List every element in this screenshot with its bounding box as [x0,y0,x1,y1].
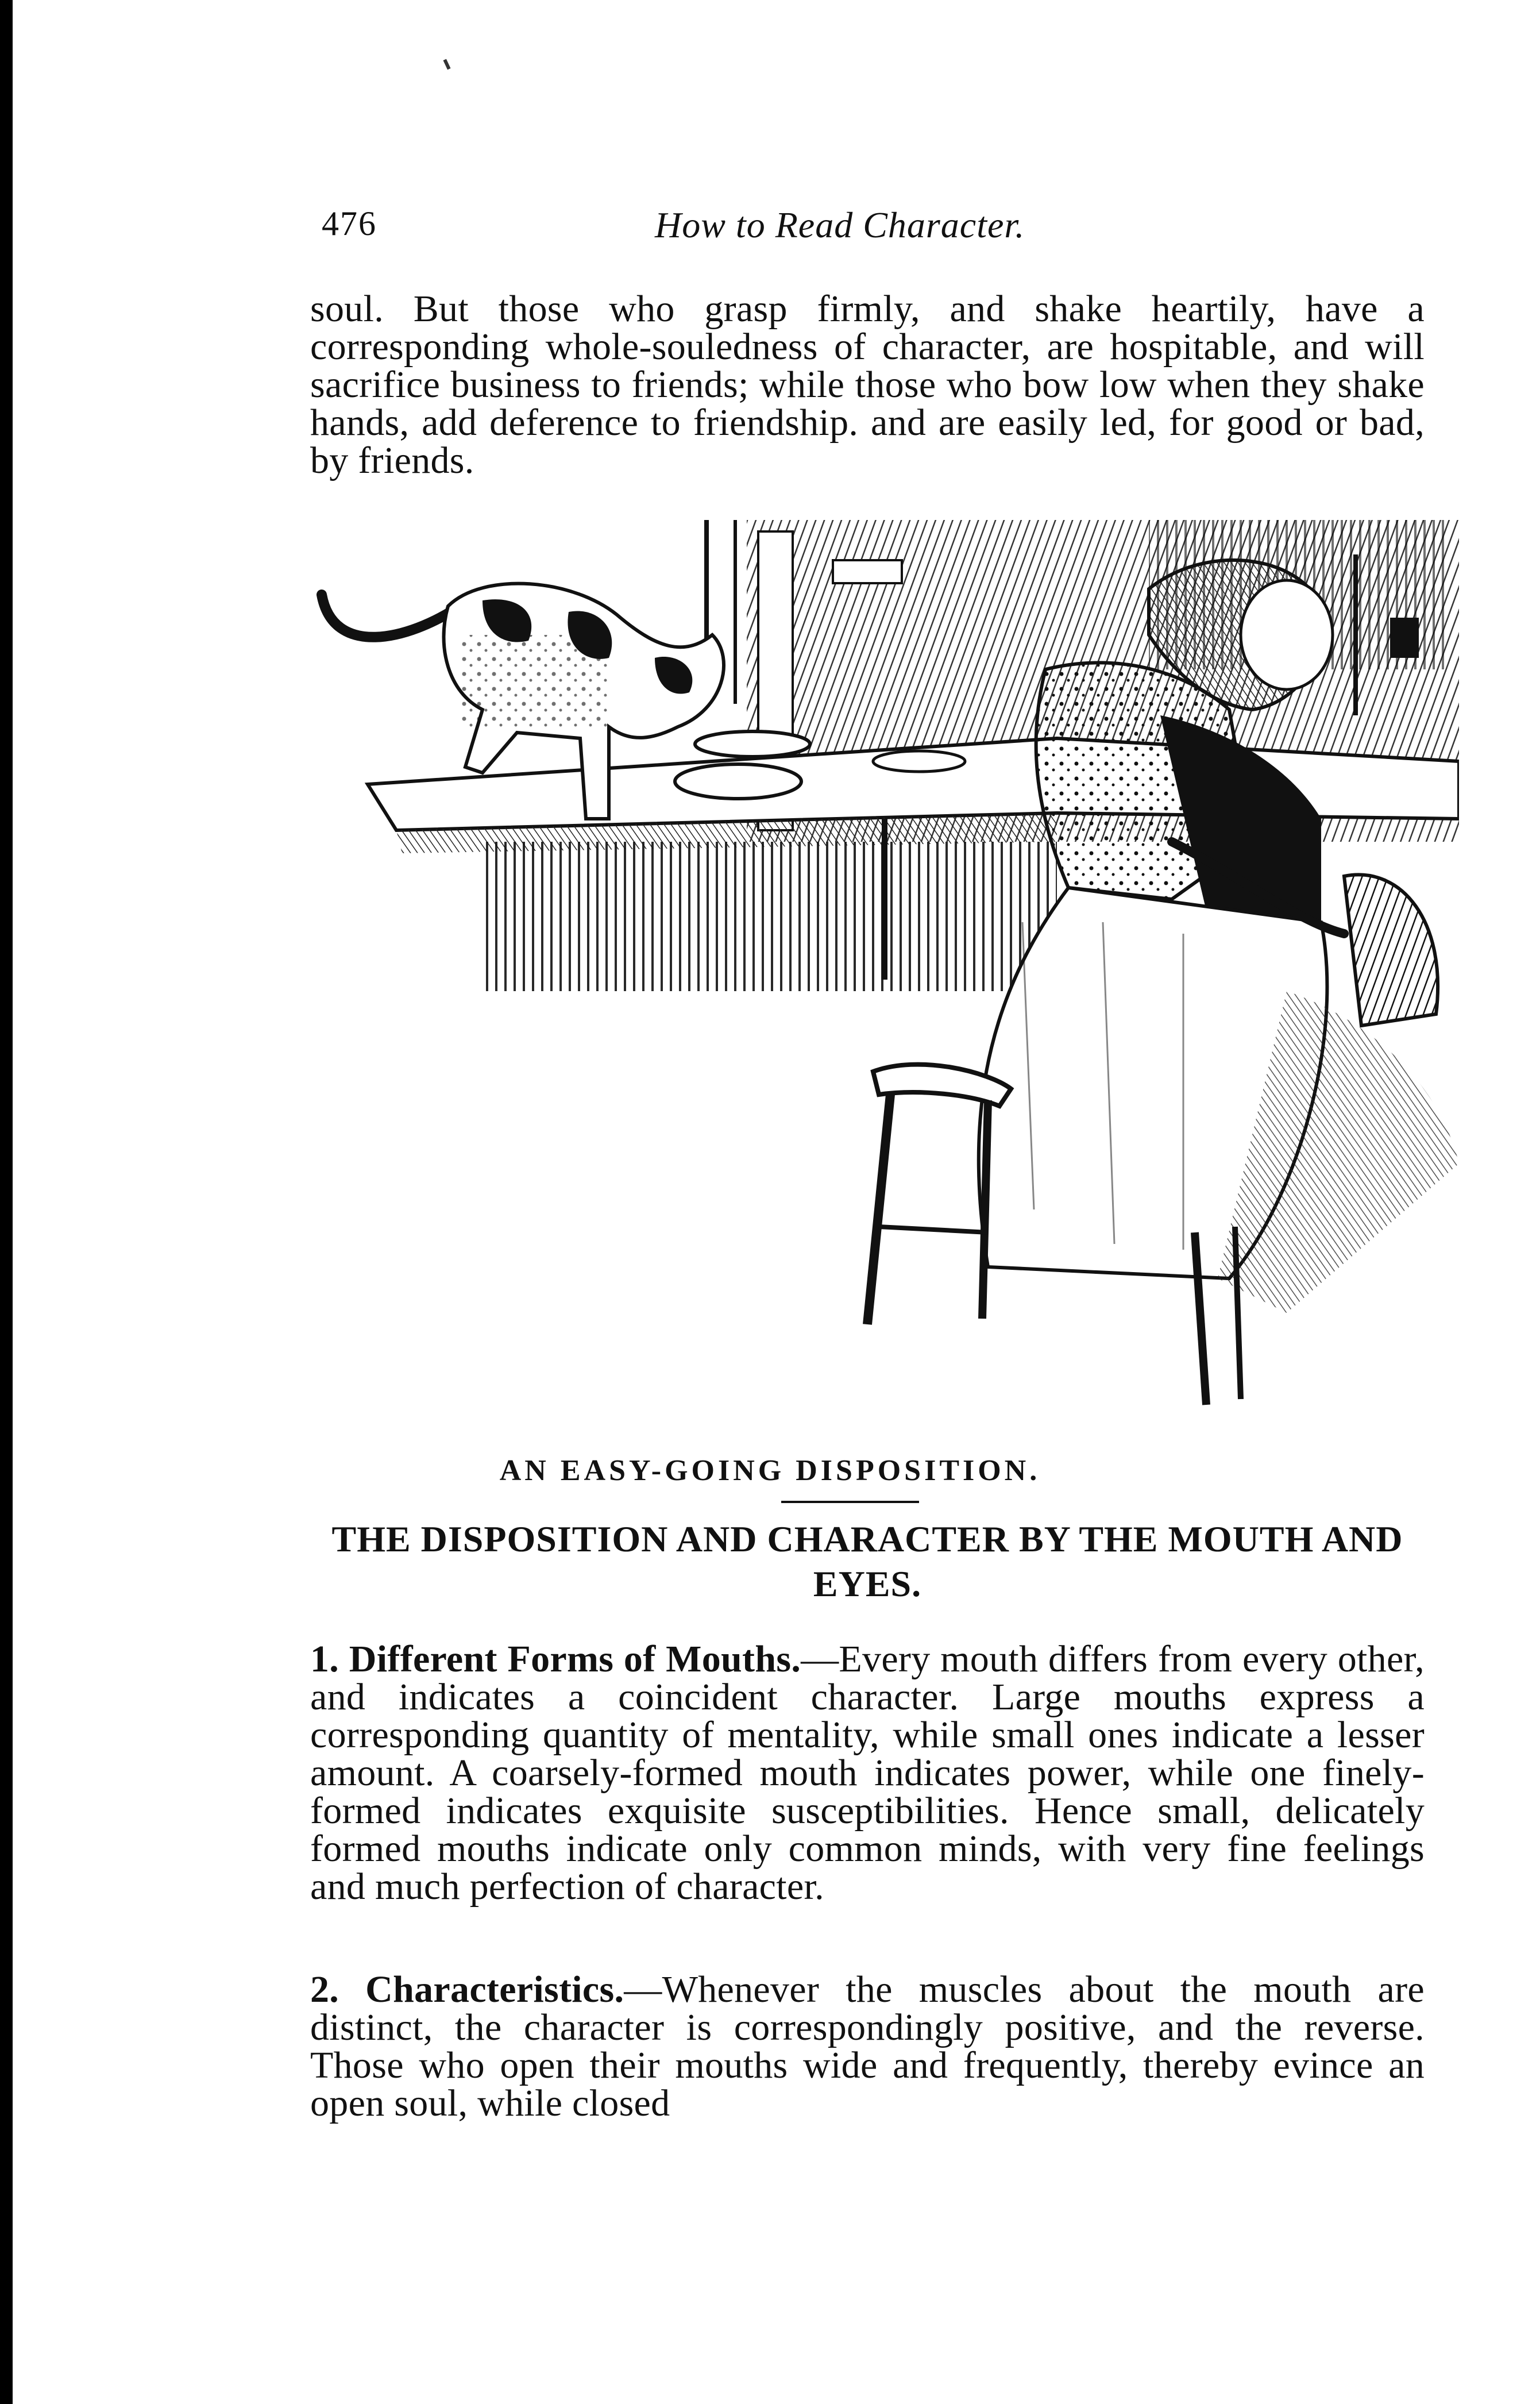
paragraph-1 [310,1640,1425,1906]
paragraph-1-title: Different Forms of Mouths. [349,1638,801,1680]
section-heading: THE DISPOSITION AND CHARACTER BY THE MOUTH AND EYES. [331,1519,1403,1605]
illustration-caption: AN EASY-GOING DISPOSITION. [499,1454,1041,1487]
running-title: How to Read Character. [655,205,1025,245]
illustration-easy-going-disposition [310,520,1459,1439]
paragraph-2 [310,1968,1425,2124]
caption-rule [781,1501,919,1503]
page-number: 476 [322,205,377,242]
paragraph-1-text: —Every mouth differs from every other, and indicates a coincident character. Large mouths express a corresponding quantity of mentality, while small ones indicate a lesser amount. A coarsely-formed mouth indicates power, while one finely-formed indicates exquisite susceptibilities. Hence small, delicately formed mouths indicate only common minds, with very fine feelings and much perfection of character. [310,1638,1425,1908]
scan-speck [443,59,450,70]
paragraph-2-number: 2. [310,1968,339,2010]
page-header [322,204,1407,267]
opening-paragraph [310,290,1425,480]
paragraph-2-title: Characteristics. [365,1968,624,2010]
paragraph-1-number: 1. [310,1638,339,1680]
opening-paragraph-text: soul. But those who grasp firmly, and shake heartily, have a corresponding whole-souledness of character, are hospitable, and will sacrifice business to friends; while those who bow low when they shake hands, add deference to friendship. and are easily led, for good or bad, by friends. [310,288,1425,481]
paragraph-2-text: —Whenever the muscles about the mouth are distinct, the character is correspondingly positive, and the reverse. Those who open their mouths wide and frequently, thereby evince an open soul, while closed [310,1968,1425,2124]
scan-left-border [0,0,13,2404]
